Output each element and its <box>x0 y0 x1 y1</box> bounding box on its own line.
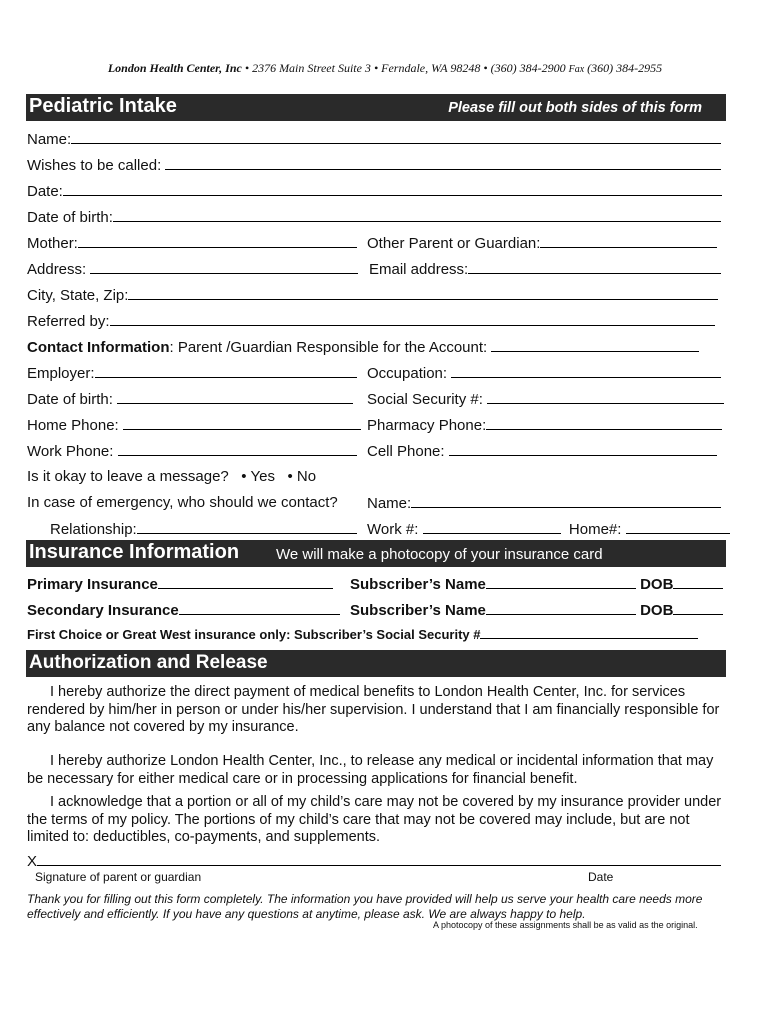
name-row <box>27 130 721 148</box>
work-no-label: Work #: <box>367 521 419 538</box>
pharmacy-phone-line[interactable] <box>486 416 722 430</box>
work-phone-row <box>27 442 357 460</box>
no-option[interactable]: No <box>296 468 317 485</box>
insurance-title: Insurance Information <box>29 541 240 563</box>
thank-you-note: Thank you for filling out this form completely. The information you have provided will help us serve your health care needs more effectively and efficiently. If you have any questions at anytime, please ask. We are always happy to help. <box>27 892 703 921</box>
other-parent-label: Other Parent or Guardian: <box>367 235 541 252</box>
primary-subscriber-row <box>350 575 723 593</box>
occupation-label: Occupation: <box>367 365 448 382</box>
auth-paragraph-3: I acknowledge that a portion or all of my child’s care may not be covered by my insurance provider under the terms of my policy. The portions of my child’s care that may not be covered may include, but are not limited to: deductibles, co-payments, and supplements. <box>27 794 722 845</box>
em-name-label: Name: <box>367 495 412 512</box>
city-line[interactable] <box>128 286 718 300</box>
first-choice-line[interactable] <box>480 627 698 639</box>
auth-bar <box>26 650 726 677</box>
home-phone-row <box>27 416 361 434</box>
first-choice-label: First Choice or Great West insurance only: Subscriber’s Social Security # <box>27 627 481 642</box>
org-address: 2376 Main Street Suite 3 <box>252 61 371 75</box>
referred-label: Referred by: <box>27 313 110 330</box>
contact-heading: Contact Information <box>27 339 170 356</box>
work-phone-line[interactable] <box>118 442 357 456</box>
date-row <box>27 182 722 200</box>
secondary-dob-line[interactable] <box>673 601 723 615</box>
bullet-icon: • <box>483 61 488 75</box>
signature-row <box>27 852 721 870</box>
name-line[interactable] <box>71 130 721 144</box>
home-phone-line[interactable] <box>123 416 361 430</box>
contact-row <box>27 338 699 356</box>
home-no-line[interactable] <box>626 520 730 534</box>
bullet-icon[interactable]: • <box>241 468 247 485</box>
employer-label: Employer: <box>27 365 95 382</box>
bullet-icon[interactable]: • <box>287 468 293 485</box>
wishes-label: Wishes to be called: <box>27 157 162 174</box>
em-name-row <box>367 494 721 512</box>
primary-label: Primary Insurance <box>27 576 158 593</box>
address-label: Address: <box>27 261 87 278</box>
form-title: Pediatric Intake <box>29 95 177 117</box>
address-line[interactable] <box>90 260 358 274</box>
cell-phone-line[interactable] <box>449 442 717 456</box>
contact-line[interactable] <box>491 338 699 352</box>
referred-row <box>27 312 715 330</box>
city-label: City, State, Zip: <box>27 287 129 304</box>
secondary-subscriber-line[interactable] <box>486 601 636 615</box>
secondary-subscriber-row <box>350 601 723 619</box>
relationship-row <box>50 520 357 538</box>
other-parent-row <box>367 234 717 252</box>
city-row <box>27 286 718 304</box>
insurance-note: We will make a photocopy of your insurance card <box>276 546 603 563</box>
primary-subscriber-line[interactable] <box>486 575 636 589</box>
email-line[interactable] <box>468 260 721 274</box>
dob2-line[interactable] <box>117 390 353 404</box>
relationship-label: Relationship: <box>50 521 137 538</box>
address-row <box>27 260 358 278</box>
subscriber-label: Subscriber’s Name <box>350 576 486 593</box>
cell-phone-row <box>367 442 717 460</box>
emergency-question: In case of emergency, who should we contact? <box>27 494 338 511</box>
message-question: Is it okay to leave a message? <box>27 468 229 485</box>
work-no-row <box>367 520 730 538</box>
secondary-row <box>27 601 340 619</box>
dob2-label: Date of birth: <box>27 391 113 408</box>
dob-row <box>27 208 721 226</box>
form-note: Please fill out both sides of this form <box>448 100 702 116</box>
signature-label: Signature of parent or guardian <box>35 870 202 884</box>
secondary-label: Secondary Insurance <box>27 602 179 619</box>
org-city: Ferndale, WA 98248 <box>381 61 481 75</box>
mother-label: Mother: <box>27 235 78 252</box>
dob-label: Date of birth: <box>27 209 113 226</box>
name-label: Name: <box>27 131 72 148</box>
employer-line[interactable] <box>95 364 357 378</box>
wishes-line[interactable] <box>165 156 721 170</box>
insurance-bar <box>26 540 726 567</box>
first-choice-row <box>27 627 698 642</box>
org-phone: (360) 384-2900 <box>490 61 566 75</box>
emergency-row <box>27 494 338 511</box>
secondary-line[interactable] <box>179 601 340 615</box>
date-caption: Date <box>588 870 614 884</box>
other-parent-line[interactable] <box>540 234 717 248</box>
primary-dob-line[interactable] <box>673 575 723 589</box>
em-name-line[interactable] <box>411 494 721 508</box>
wishes-row <box>27 156 721 174</box>
fax-label: Fax <box>568 64 585 75</box>
signature-x: X <box>27 853 38 870</box>
dob2-row <box>27 390 353 408</box>
home-phone-label: Home Phone: <box>27 417 119 434</box>
date-line[interactable] <box>63 182 722 196</box>
ssn-row <box>367 390 724 408</box>
contact-label: : Parent /Guardian Responsible for the Account: <box>169 339 488 356</box>
yes-option[interactable]: Yes <box>250 468 275 485</box>
photocopy-note: A photocopy of these assignments shall be as valid as the original. <box>433 920 698 930</box>
mother-line[interactable] <box>78 234 357 248</box>
auth-title: Authorization and Release <box>29 652 268 673</box>
email-label: Email address: <box>369 261 469 278</box>
relationship-line[interactable] <box>137 520 357 534</box>
message-row <box>27 468 316 485</box>
dob-label: DOB <box>640 576 674 593</box>
work-phone-label: Work Phone: <box>27 443 114 460</box>
dob-line[interactable] <box>113 208 721 222</box>
bullet-icon: • <box>244 61 250 75</box>
subscriber-label: Subscriber’s Name <box>350 602 486 619</box>
primary-row <box>27 575 333 593</box>
employer-row <box>27 364 357 382</box>
dob-label: DOB <box>640 602 674 619</box>
letterhead <box>0 61 770 76</box>
pharmacy-phone-label: Pharmacy Phone: <box>367 417 487 434</box>
org-fax: (360) 384-2955 <box>587 61 663 75</box>
ssn-line[interactable] <box>487 390 724 404</box>
date-label: Date: <box>27 183 63 200</box>
occupation-line[interactable] <box>451 364 721 378</box>
title-bar <box>26 94 726 121</box>
mother-row <box>27 234 357 252</box>
work-no-line[interactable] <box>423 520 561 534</box>
auth-paragraph-2: I hereby authorize London Health Center, Inc., to release any medical or incidental information that may be necessary for either medical care or in processing applications for financial benefit. <box>27 753 714 787</box>
referred-line[interactable] <box>110 312 715 326</box>
occupation-row <box>367 364 721 382</box>
ssn-label: Social Security #: <box>367 391 483 408</box>
org-name: London Health Center, Inc <box>107 61 242 75</box>
home-no-label: Home#: <box>568 521 622 538</box>
bullet-icon: • <box>373 61 379 75</box>
signature-line[interactable] <box>37 852 721 866</box>
primary-line[interactable] <box>158 575 333 589</box>
email-row <box>369 260 721 278</box>
auth-paragraph-1: I hereby authorize the direct payment of medical benefits to London Health Center, Inc. for services rendered by him/her in person or under his/her supervision. I understand that I am financially responsible for any balance not covered by my insurance. <box>27 684 720 735</box>
cell-phone-label: Cell Phone: <box>367 443 445 460</box>
pharmacy-phone-row <box>367 416 722 434</box>
